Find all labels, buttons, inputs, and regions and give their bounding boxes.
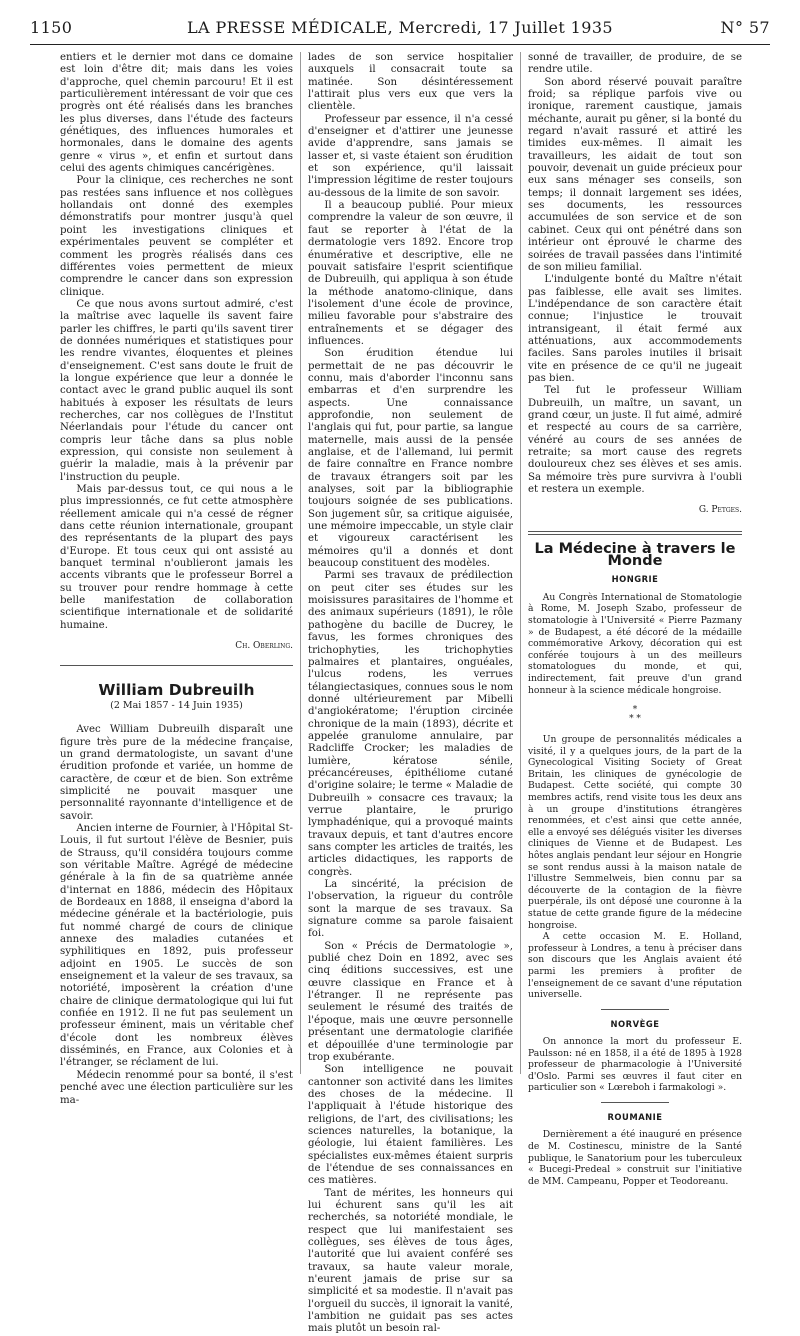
separator-stars [528, 706, 742, 724]
page-header [30, 18, 770, 40]
news-item: Dernièrement a été inauguré en présence de M. Costinescu, ministre de la Santé publique, le Sanatorium pour les tuberculeux « Bucegi-Predeal » construit sur l'initiative de MM. Campeanu, Popper et Teodoreanu. [528, 1129, 742, 1187]
obituary-dates: (2 Mai 1857 - 14 Juin 1935) [110, 699, 243, 711]
country-heading: ROUMANIE [607, 1112, 663, 1123]
short-rule [601, 1102, 669, 1103]
paragraph: Son érudition étendue lui permettait de ne pas découvrir le connu, mais d'aborder l'inconnu sans embarras et d'en surprendre les aspects. Une connaissance approfondie, non seulement de l'anglais qui fut, pour partie, sa langue maternelle, mais aussi de la pensée anglaise, et de l'allemand, lui permit de faire connaître en France nombre de travaux étrangers soit par les analyses, soit par la bibliographie toujours soignée de ses publications. Son jugement sûr, sa critique aiguisée, une mémoire impeccable, un style clair et vigoureux caractérisent les mémoires qu'il a donnés et dont beaucoup constituent des modèles. [308, 348, 513, 570]
news-item: Au Congrès International de Stomatologie à Rome, M. Joseph Szabo, professeur de stomatologie à l'Université « Pierre Pazmany » de Budapest, a été décoré de la médaille commémorative Arkovy, décoration qui est conférée toujours à un des meilleurs stomatologues du monde, et qui, indirectement, fait preuve d'un grand honneur à la science médicale hongroise. [528, 591, 742, 696]
journal-title: LA PRESSE MÉDICALE, Mercredi, 17 Juillet 1935 [187, 18, 613, 37]
star-top: * [632, 705, 638, 716]
section-title: La Médecine à travers le Monde [534, 540, 736, 570]
paragraph: Son intelligence ne pouvait cantonner son activité dans les limites des choses de la médecine. Il l'appliquait à l'étude historique des religions, de l'art, des civilisations; les sciences naturelles, la botanique, la géologie, lui étaient familières. Les spécialistes eux-mêmes étaient surpris de l'étendue de ses connaissances en ces matières. [308, 1064, 513, 1187]
paragraph: Son abord réservé pouvait paraître froid; sa réplique parfois vive ou ironique, rarement caustique, jamais méchante, aurait pu gêner, si la bonté du regard n'avait rassuré et attiré les timides eux-mêmes. Il aimait les travailleurs, les aidait de tout son pouvoir, devenait un guide précieux pour eux sans ménager ses conseils, son temps; il donnait largement ses idées, ses documents, les ressources accumulées de son service et de son cabinet. Ceux qui ont pénétré dans son intérieur ont éprouvé le charme des soirées de travail passées dans l'intimité de son milieu familial. [528, 76, 742, 273]
paragraph: Tant de mérites, les honneurs qui lui échurent sans qu'il les ait recherchés, sa notoriété mondiale, le respect que lui manifestaient ses collègues, ses élèves de tous âges, l'autorité que lui avaient conféré ses travaux, sa haute valeur morale, n'eurent jamais de prise sur sa simplicité et sa modestie. Il n'avait pas l'orgueil du succès, il ignorait la vanité, l'ambition ne guidait pas ses actes mais plutôt un besoin ral- [308, 1187, 513, 1335]
header-rule [30, 44, 770, 45]
paragraph: entiers et le dernier mot dans ce domaine est loin d'être dit; mais dans les voies d'approche, quel chemin parcouru! Et il est particulièrement intéressant de voir que ces progrès ont été réalisés dans les branches les plus diverses, dans l'étude des facteurs génétiques, des influences humorales et hormonales, dans le domaine des agents genre « virus », et enfin et surtout dans celui des agents chimiques cancérigènes. [60, 52, 293, 175]
section-rule [60, 665, 293, 666]
news-item: Un groupe de personnalités médicales a visité, il y a quelques jours, de la part de la Gynecological Visiting Society of Great Britain, les cliniques de gynécologie de Budapest. Cette société, qui compte 30 membres actifs, rend visite tous les deux ans à un groupe d'institutions étrangères renommées, et c'est ainsi que cette année, elle a envoyé ses délégués visiter les diverses cliniques de Vienne et de Budapest. Les hôtes anglais pendant leur séjour en Hongrie se sont rendus aussi à la maison natale de l'illustre Semmelweis, bien connu par sa découverte de la contagion de la fièvre puerpérale, ils ont déposé une couronne à la statue de cette grande figure de la médecine hongroise. [528, 734, 742, 931]
section-rule [528, 534, 742, 535]
paragraph: Ce que nous avons surtout admiré, c'est la maîtrise avec laquelle ils savent faire parler les chiffres, le parti qu'ils savent tirer de données numériques et statistiques pour les rendre vivantes, éloquentes et pleines d'enseignement. C'est sans doute le fruit de la longue expérience que leur a donnée le contact avec le grand public auquel ils sont habitués à exposer les résultats de leurs recherches, car nos collègues de l'Institut Néerlandais pour l'étude du cancer ont compris leur tâche dans sa plus noble expression, qui consiste non seulement à guérir la maladie, mais à la prévenir par l'instruction du peuple. [60, 298, 293, 483]
paragraph: Il a beaucoup publié. Pour mieux comprendre la valeur de son œuvre, il faut se reporter à l'état de la dermatologie vers 1892. Encore trop énumérative et descriptive, elle ne pouvait satisfaire l'esprit scientifique de Dubreuilh, qui appliqua à son étude la méthode anatomo-clinique, dans l'isolement d'une école de province, milieu favorable pour s'abstraire des entraînements et se dégager des influences. [308, 200, 513, 347]
news-item: On annonce la mort du professeur E. Paulsson: né en 1858, il a été de 1895 à 1928 professeur de pharmacologie à l'Université d'Oslo. Parmi ses œuvres il faut citer en particulier son « Lœreboh i farmakologi ». [528, 1036, 742, 1094]
paragraph: Son « Précis de Dermatologie », publié chez Doin en 1892, avec ses cinq éditions successives, est une œuvre classique en France et à l'étranger. Il ne représente pas seulement le résumé des traités de l'époque, mais une œuvre personnelle présentant une dermatologie clarifiée et dépouillée d'une terminologie par trop exubérante. [308, 940, 513, 1063]
signature: G. Petges. [698, 505, 742, 516]
column-divider [300, 52, 301, 1074]
news-item: A cette occasion M. E. Holland, professeur à Londres, a tenu à préciser dans son discours que les Anglais avaient été parmi les premiers à profiter de l'enseignement de ce savant d'une réputation universelle. [528, 931, 742, 1001]
signature: Ch. Oberling. [235, 641, 293, 652]
column-divider [520, 52, 521, 1074]
star-bottom: * * [629, 714, 641, 725]
paragraph: Mais par-dessus tout, ce qui nous a le plus impressionnés, ce fut cette atmosphère réellement amicale qui n'a cessé de régner dans cette réunion internationale, groupant des représentants de la plupart des pays d'Europe. Et tous ceux qui ont assisté au banquet terminal n'oublieront jamais les accents vibrants que le professeur Borrel a su trouver pour rendre hommage à cette belle manifestation de collaboration scientifique internationale et de solidarité humaine. [60, 484, 293, 631]
paragraph: La sincérité, la précision de l'observation, la rigueur du contrôle sont la marque de ses travaux. Sa signature comme sa parole faisaient foi. [308, 879, 513, 940]
paragraph: sonné de travailler, de produire, de se rendre utile. [528, 52, 742, 76]
column-2 [308, 52, 513, 1335]
column-3 [528, 52, 742, 1187]
paragraph: L'indulgente bonté du Maître n'était pas faiblesse, elle avait ses limites. L'indépendance de son caractère était connue; l'injustice le trouvait intransigeant, il était fermé aux atténuations, aux accommodements faciles. Sans paroles inutiles il brisait vite en présence de ce qu'il ne jugeait pas bien. [528, 274, 742, 384]
paragraph: Tel fut le professeur William Dubreuilh, un maître, un savant, un grand cœur, un juste. Il fut aimé, admiré et respecté au cours de sa carrière, vénéré au cours de ses années de retraite; sa mort cause des regrets douloureux chez ses élèves et ses amis. Sa mémoire très pure survivra à l'oubli et restera un exemple. [528, 385, 742, 496]
paragraph: Pour la clinique, ces recherches ne sont pas restées sans influence et nos collègues hollandais ont donné des exemples démonstratifs pour montrer jusqu'à quel point les investigations cliniques et expérimentales peuvent se compléter et comment les progrès réalisés dans ces différentes voies permettent de mieux comprendre le cancer dans son expression clinique. [60, 175, 293, 298]
paragraph: lades de son service hospitalier auxquels il consacrait toute sa matinée. Son désintéressement l'attirait plus vers eux que vers la clientèle. [308, 52, 513, 113]
paragraph: Avec William Dubreuilh disparaît une figure très pure de la médecine française, un grand dermatologiste, un savant d'une érudition profonde et variée, un homme de caractère, de cœur et de bien. Son extrême simplicité ne pouvait masquer une personnalité rayonnante d'intelligence et de savoir. [60, 724, 293, 822]
short-rule [601, 1009, 669, 1010]
issue-number: N° 57 [720, 18, 770, 37]
obituary-title: William Dubreuilh [98, 680, 255, 699]
country-heading: HONGRIE [611, 574, 659, 585]
page-number: 1150 [30, 18, 73, 37]
column-1 [60, 52, 293, 1106]
section-rule [528, 531, 742, 532]
paragraph: Professeur par essence, il n'a cessé d'enseigner et d'attirer une jeunesse avide d'apprendre, sans jamais se lasser et, si vaste étaient son érudition et son expérience, qu'il laissait l'impression légitime de rester toujours au-dessous de la limite de son savoir. [308, 113, 513, 199]
paragraph: Ancien interne de Fournier, à l'Hôpital St-Louis, il fut surtout l'élève de Besnier, puis de Strauss, qu'il considéra toujours comme son véritable Maître. Agrégé de médecine générale à la fin de sa quatrième année d'internat en 1886, médecin des Hôpitaux de Bordeaux en 1888, il enseigna d'abord la médecine générale et la bactériologie, puis fut nommé chargé de cours de clinique annexe des maladies cutanées et syphilitiques en 1892, puis professeur adjoint en 1905. Le succès de son enseignement et la valeur de ses travaux, sa notoriété, imposèrent la création d'une chaire de clinique dermatologique qui lui fut confiée en 1912. Il ne fut pas seulement un professeur éminent, mais un véritable chef d'école dont les nombreux élèves disséminés, en France, aux Colonies et à l'étranger, se réclament de lui. [60, 822, 293, 1069]
paragraph: Parmi ses travaux de prédilection on peut citer ses études sur les moisissures parasitaires de l'homme et des animaux supérieurs (1891), le rôle pathogène du bacille de Ducrey, le favus, les formes chroniques des trichophyties, les trichophyties palmaires et plantaires, onguéales, l'ulcus rodens, les verrues télangiectasiques, connues sous le nom donné ultérieurement par Mibelli d'angiokératome; l'éruption circinée chronique de la main (1893), décrite et appelée granulome annulaire, par Radcliffe Crocker; les maladies de lumière, kératose sénile, précancéreuses, épithéliome cutané d'origine solaire; le terme « Maladie de Dubreuilh » consacre ces travaux; la verrue plantaire, le prurigo lymphadénique, qui a provoqué maints travaux depuis, et tant d'autres encore sans compter les articles de traités, les articles didactiques, les rapports de congrès. [308, 570, 513, 878]
country-heading: NORVÈGE [610, 1018, 660, 1029]
paragraph: Médecin renommé pour sa bonté, il s'est penché avec une élection particulière sur les ma- [60, 1069, 293, 1106]
